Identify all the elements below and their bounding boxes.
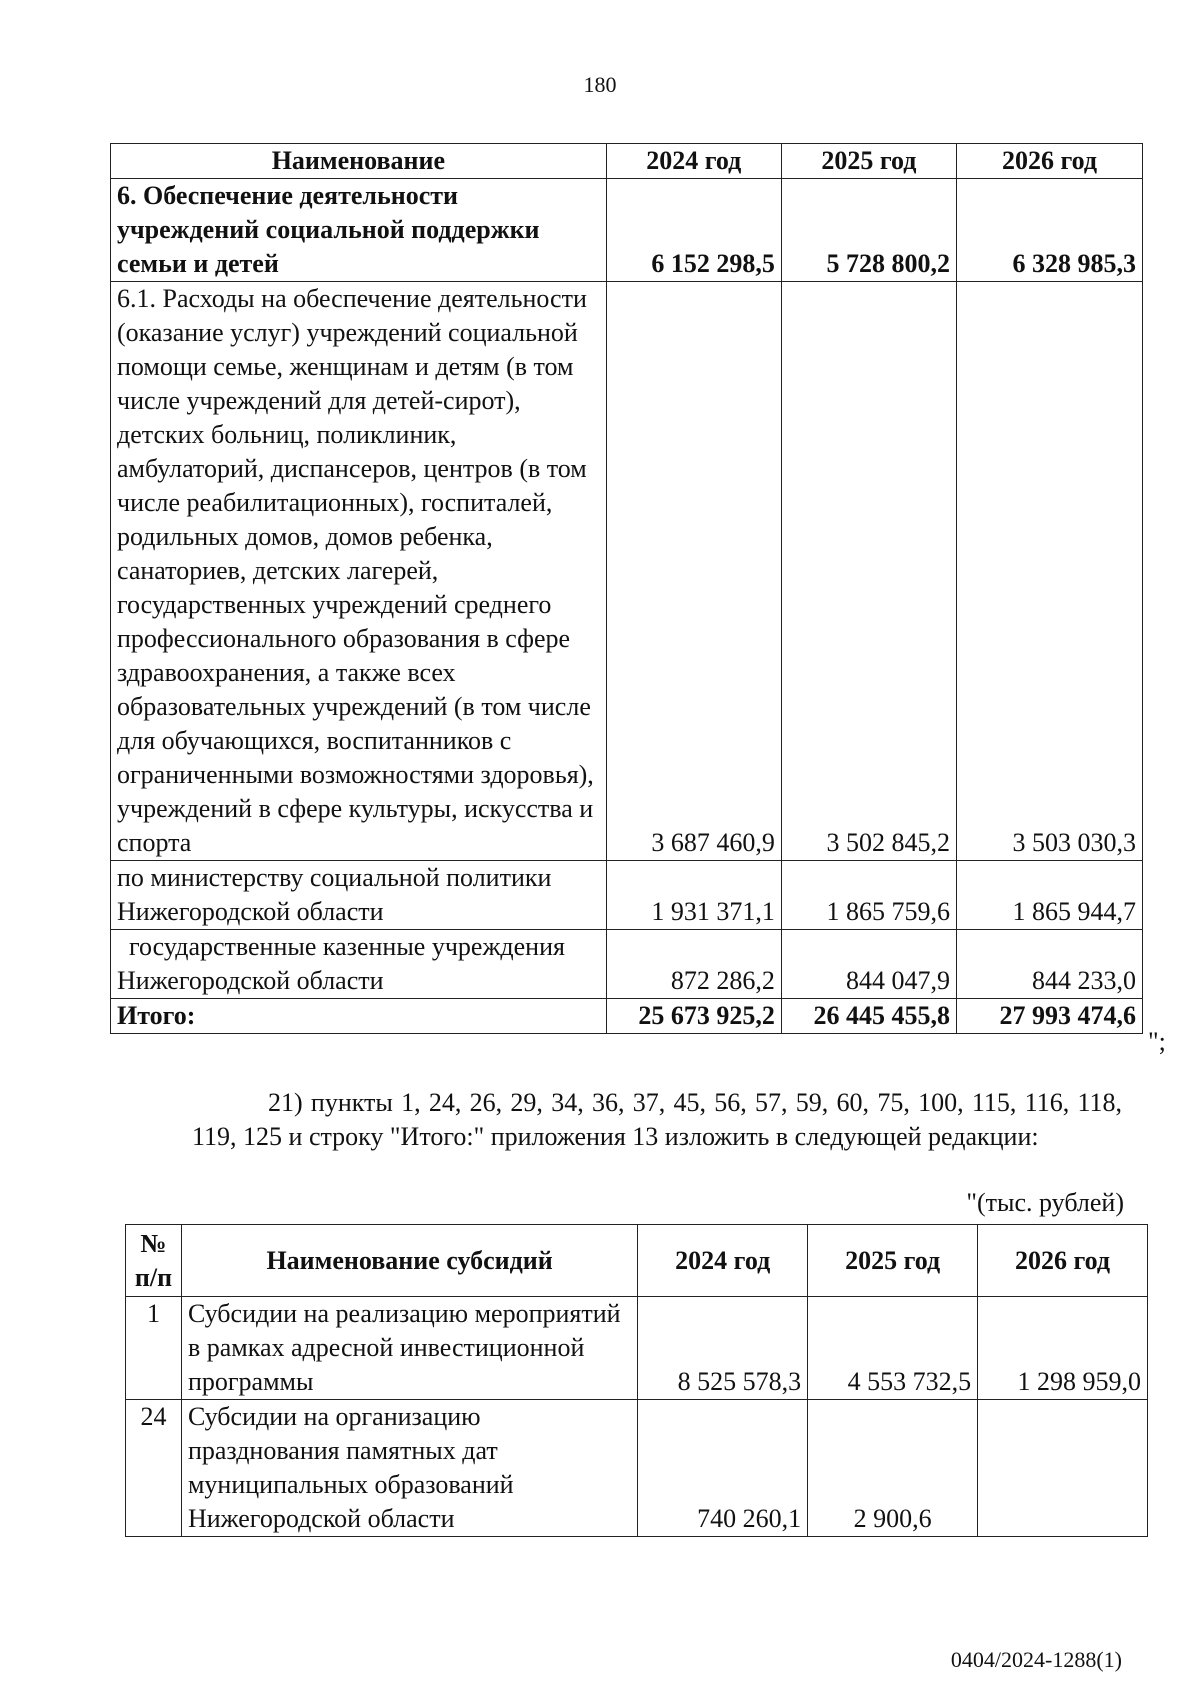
value-2026 xyxy=(978,1400,1148,1537)
row-number: 24 xyxy=(126,1400,182,1537)
column-header-name: Наименование xyxy=(111,144,607,179)
paragraph-text: 21) пункты 1, 24, 26, 29, 34, 36, 37, 45, 56, 57, 59, 60, 75, 100, 115, 116, 118, 119, 125 и строку "Итого:" приложения 13 изложить в следующей редакции: xyxy=(192,1088,1122,1151)
table-row xyxy=(111,930,1143,999)
total-2026: 27 993 474,6 xyxy=(956,999,1142,1034)
table-row xyxy=(111,861,1143,930)
total-2025: 26 445 455,8 xyxy=(781,999,956,1034)
column-header-2024: 2024 год xyxy=(606,144,781,179)
value-2026: 1 298 959,0 xyxy=(978,1297,1148,1400)
column-header-2025: 2025 год xyxy=(808,1225,978,1297)
total-row xyxy=(111,999,1143,1034)
value-2026: 6 328 985,3 xyxy=(956,179,1142,282)
units-label: "(тыс. рублей) xyxy=(966,1188,1124,1217)
row-name: Субсидии на реализацию мероприятий в рамках адресной инвестиционной программы xyxy=(181,1297,637,1400)
value-2024: 6 152 298,5 xyxy=(606,179,781,282)
value-2024: 8 525 578,3 xyxy=(638,1297,808,1400)
value-2024: 3 687 460,9 xyxy=(606,282,781,861)
column-header-2026: 2026 год xyxy=(956,144,1142,179)
table-row xyxy=(111,179,1143,282)
table-row xyxy=(111,282,1143,861)
column-header-2025: 2025 год xyxy=(781,144,956,179)
value-2025: 1 865 759,6 xyxy=(781,861,956,930)
value-2025: 4 553 732,5 xyxy=(808,1297,978,1400)
value-2025: 5 728 800,2 xyxy=(781,179,956,282)
table-row xyxy=(126,1400,1148,1537)
table-row xyxy=(126,1297,1148,1400)
value-2024: 1 931 371,1 xyxy=(606,861,781,930)
value-2026: 1 865 944,7 xyxy=(956,861,1142,930)
column-header-2024: 2024 год xyxy=(638,1225,808,1297)
column-header-2026: 2026 год xyxy=(978,1225,1148,1297)
subsidies-table xyxy=(125,1224,1148,1537)
row-number: 1 xyxy=(126,1297,182,1400)
value-2025: 844 047,9 xyxy=(781,930,956,999)
value-2024: 872 286,2 xyxy=(606,930,781,999)
value-2026: 844 233,0 xyxy=(956,930,1142,999)
value-2025: 3 502 845,2 xyxy=(781,282,956,861)
row-name: по министерству социальной политики Нижегородской области xyxy=(111,861,607,930)
row-name: государственные казенные учреждения Нижегородской области xyxy=(111,930,607,999)
table-header-row xyxy=(111,144,1143,179)
amendment-paragraph xyxy=(192,1086,1122,1154)
row-name: 6. Обеспечение деятельности учреждений социальной поддержки семьи и детей xyxy=(111,179,607,282)
column-header-number: № п/п xyxy=(126,1225,182,1297)
column-header-subsidy-name: Наименование субсидий xyxy=(181,1225,637,1297)
table-header-row xyxy=(126,1225,1148,1297)
row-name: Субсидии на организацию празднования памятных дат муниципальных образований Нижегородской области xyxy=(181,1400,637,1537)
expenses-table xyxy=(110,143,1143,1034)
value-2026: 3 503 030,3 xyxy=(956,282,1142,861)
total-2024: 25 673 925,2 xyxy=(606,999,781,1034)
closing-quote: "; xyxy=(1148,1027,1166,1056)
total-label: Итого: xyxy=(111,999,607,1034)
document-code: 0404/2024-1288(1) xyxy=(950,1647,1122,1672)
value-2025: 2 900,6 xyxy=(808,1400,978,1537)
page-number: 180 xyxy=(583,72,617,97)
value-2024: 740 260,1 xyxy=(638,1400,808,1537)
row-name: 6.1. Расходы на обеспечение деятельности (оказание услуг) учреждений социальной помощи семье, женщинам и детям (в том числе учреждений для детей-сирот), детских больниц, поликлиник, амбулаторий, диспансеров, центров (в том числе реабилитационных), госпиталей, родильных домов, домов ребенка, санаториев, детских лагерей, государственных учреждений среднего профессионального образования в сфере здравоохранения, а также всех образовательных учреждений (в том числе для обучающихся, воспитанников с ограниченными возможностями здоровья), учреждений в сфере культуры, искусства и спорта xyxy=(111,282,607,861)
